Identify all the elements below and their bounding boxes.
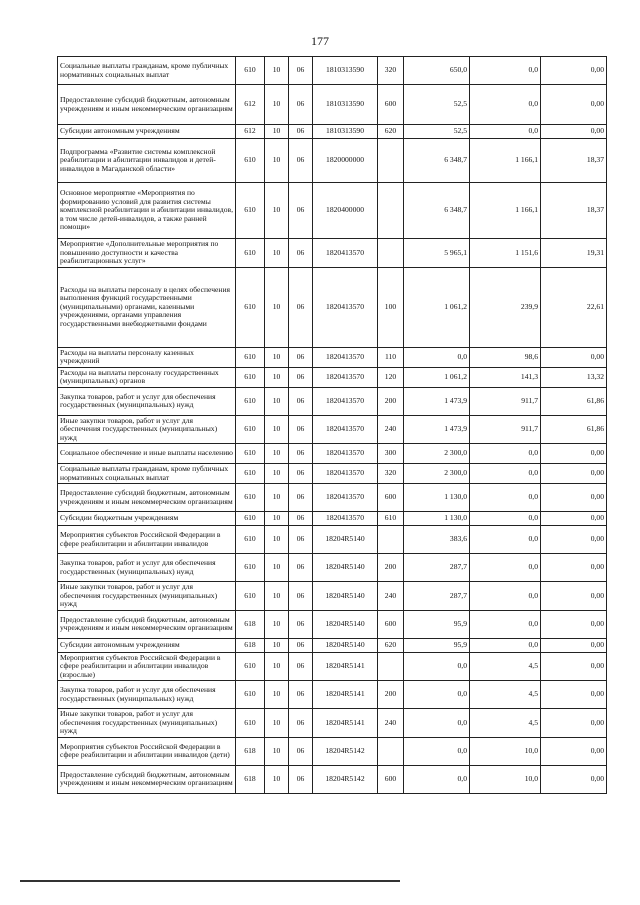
cell-rz: 10 <box>265 709 289 738</box>
cell-vr <box>378 737 404 765</box>
cell-ved: 610 <box>236 183 265 239</box>
cell-name: Подпрограмма «Развитие системы комплексной реабилитации и абилитации инвалидов и детей-инвалидов в Магаданской области» <box>58 139 236 183</box>
cell-percent: 0,00 <box>541 582 607 611</box>
cell-ved: 610 <box>236 681 265 709</box>
cell-planned: 52,5 <box>404 125 470 139</box>
cell-csr: 1820413570 <box>313 444 378 464</box>
cell-ved: 618 <box>236 765 265 793</box>
cell-percent: 61,86 <box>541 415 607 444</box>
cell-planned: 0,0 <box>404 652 470 681</box>
cell-pr: 06 <box>289 57 313 85</box>
cell-executed: 0,0 <box>470 554 541 582</box>
cell-rz: 10 <box>265 415 289 444</box>
table-row <box>58 464 607 484</box>
cell-executed: 0,0 <box>470 464 541 484</box>
cell-ved: 610 <box>236 554 265 582</box>
cell-ved: 612 <box>236 85 265 125</box>
cell-ved: 618 <box>236 638 265 652</box>
cell-name: Предоставление субсидий бюджетным, автономным учреждениям и иным некоммерческим организациям <box>58 484 236 512</box>
cell-percent: 0,00 <box>541 737 607 765</box>
cell-planned: 1 061,2 <box>404 367 470 387</box>
cell-pr: 06 <box>289 347 313 367</box>
cell-executed: 911,7 <box>470 387 541 415</box>
cell-pr: 06 <box>289 387 313 415</box>
cell-pr: 06 <box>289 367 313 387</box>
cell-vr: 600 <box>378 484 404 512</box>
cell-rz: 10 <box>265 512 289 526</box>
cell-executed: 10,0 <box>470 737 541 765</box>
cell-rz: 10 <box>265 347 289 367</box>
cell-pr: 06 <box>289 415 313 444</box>
table-row <box>58 125 607 139</box>
cell-name: Иные закупки товаров, работ и услуг для обеспечения государственных (муниципальных) нужд <box>58 709 236 738</box>
table-row <box>58 709 607 738</box>
cell-pr: 06 <box>289 464 313 484</box>
cell-executed: 0,0 <box>470 57 541 85</box>
table-row <box>58 444 607 464</box>
cell-pr: 06 <box>289 526 313 554</box>
cell-csr: 1820413570 <box>313 239 378 268</box>
cell-planned: 1 061,2 <box>404 267 470 347</box>
cell-rz: 10 <box>265 554 289 582</box>
cell-vr: 240 <box>378 709 404 738</box>
cell-executed: 4,5 <box>470 681 541 709</box>
cell-name: Социальные выплаты гражданам, кроме публичных нормативных социальных выплат <box>58 464 236 484</box>
cell-executed: 0,0 <box>470 582 541 611</box>
cell-vr: 120 <box>378 367 404 387</box>
cell-pr: 06 <box>289 737 313 765</box>
cell-ved: 610 <box>236 367 265 387</box>
cell-ved: 610 <box>236 484 265 512</box>
table-row <box>58 681 607 709</box>
cell-executed: 4,5 <box>470 709 541 738</box>
cell-percent: 19,31 <box>541 239 607 268</box>
cell-name: Предоставление субсидий бюджетным, автономным учреждениям и иным некоммерческим организациям <box>58 765 236 793</box>
cell-planned: 2 300,0 <box>404 464 470 484</box>
cell-name: Расходы на выплаты персоналу государственных (муниципальных) органов <box>58 367 236 387</box>
cell-csr: 18204R5140 <box>313 638 378 652</box>
cell-ved: 610 <box>236 652 265 681</box>
cell-executed: 1 151,6 <box>470 239 541 268</box>
cell-name: Иные закупки товаров, работ и услуг для обеспечения государственных (муниципальных) нужд <box>58 582 236 611</box>
cell-percent: 0,00 <box>541 709 607 738</box>
cell-rz: 10 <box>265 765 289 793</box>
table-row <box>58 652 607 681</box>
cell-vr: 610 <box>378 512 404 526</box>
cell-csr: 18204R5141 <box>313 709 378 738</box>
cell-planned: 5 965,1 <box>404 239 470 268</box>
cell-executed: 0,0 <box>470 125 541 139</box>
cell-percent: 0,00 <box>541 347 607 367</box>
cell-percent: 0,00 <box>541 652 607 681</box>
table-row <box>58 512 607 526</box>
cell-name: Закупка товаров, работ и услуг для обеспечения государственных (муниципальных) нужд <box>58 554 236 582</box>
cell-rz: 10 <box>265 484 289 512</box>
cell-percent: 18,37 <box>541 139 607 183</box>
cell-percent: 18,37 <box>541 183 607 239</box>
cell-planned: 287,7 <box>404 554 470 582</box>
cell-vr: 600 <box>378 765 404 793</box>
cell-ved: 610 <box>236 267 265 347</box>
table-row <box>58 526 607 554</box>
cell-pr: 06 <box>289 681 313 709</box>
cell-planned: 1 473,9 <box>404 415 470 444</box>
cell-csr: 1810313590 <box>313 125 378 139</box>
cell-rz: 10 <box>265 85 289 125</box>
cell-vr: 620 <box>378 638 404 652</box>
cell-executed: 1 166,1 <box>470 139 541 183</box>
cell-ved: 618 <box>236 737 265 765</box>
cell-rz: 10 <box>265 57 289 85</box>
cell-vr: 620 <box>378 125 404 139</box>
cell-csr: 18204R5142 <box>313 737 378 765</box>
cell-ved: 618 <box>236 610 265 638</box>
cell-name: Закупка товаров, работ и услуг для обеспечения государственных (муниципальных) нужд <box>58 681 236 709</box>
cell-ved: 610 <box>236 139 265 183</box>
cell-executed: 239,9 <box>470 267 541 347</box>
cell-ved: 610 <box>236 347 265 367</box>
cell-percent: 0,00 <box>541 512 607 526</box>
cell-executed: 0,0 <box>470 85 541 125</box>
cell-pr: 06 <box>289 765 313 793</box>
budget-table <box>57 56 607 794</box>
cell-csr: 1820413570 <box>313 267 378 347</box>
table-row <box>58 267 607 347</box>
cell-name: Мероприятия субъектов Российской Федерации в сфере реабилитации и абилитации инвалидов (взрослые) <box>58 652 236 681</box>
cell-planned: 0,0 <box>404 765 470 793</box>
cell-vr: 300 <box>378 444 404 464</box>
cell-planned: 0,0 <box>404 709 470 738</box>
table-body <box>58 57 607 794</box>
cell-percent: 0,00 <box>541 681 607 709</box>
cell-planned: 0,0 <box>404 737 470 765</box>
cell-csr: 18204R5141 <box>313 652 378 681</box>
table-row <box>58 484 607 512</box>
cell-rz: 10 <box>265 139 289 183</box>
cell-pr: 06 <box>289 652 313 681</box>
cell-name: Субсидии автономным учреждениям <box>58 638 236 652</box>
cell-planned: 52,5 <box>404 85 470 125</box>
cell-vr: 200 <box>378 387 404 415</box>
cell-pr: 06 <box>289 444 313 464</box>
cell-rz: 10 <box>265 610 289 638</box>
cell-csr: 1820413570 <box>313 484 378 512</box>
cell-executed: 1 166,1 <box>470 183 541 239</box>
cell-vr: 320 <box>378 57 404 85</box>
cell-ved: 610 <box>236 582 265 611</box>
cell-percent: 0,00 <box>541 125 607 139</box>
cell-percent: 0,00 <box>541 554 607 582</box>
cell-name: Мероприятия субъектов Российской Федерации в сфере реабилитации и абилитации инвалидов (дети) <box>58 737 236 765</box>
cell-pr: 06 <box>289 512 313 526</box>
cell-executed: 0,0 <box>470 610 541 638</box>
cell-rz: 10 <box>265 681 289 709</box>
cell-executed: 10,0 <box>470 765 541 793</box>
cell-pr: 06 <box>289 125 313 139</box>
table-row <box>58 582 607 611</box>
cell-rz: 10 <box>265 652 289 681</box>
cell-name: Социальное обеспечение и иные выплаты населению <box>58 444 236 464</box>
cell-executed: 0,0 <box>470 444 541 464</box>
cell-percent: 0,00 <box>541 464 607 484</box>
cell-planned: 1 130,0 <box>404 484 470 512</box>
cell-rz: 10 <box>265 267 289 347</box>
cell-percent: 13,32 <box>541 367 607 387</box>
cell-planned: 0,0 <box>404 347 470 367</box>
table-row <box>58 347 607 367</box>
cell-name: Основное мероприятие «Мероприятия по формированию условий для развития системы комплексной реабилитации и абилитации инвалидов, в том числе детей-инвалидов, а также ранней помощи» <box>58 183 236 239</box>
cell-planned: 383,6 <box>404 526 470 554</box>
cell-name: Субсидии бюджетным учреждениям <box>58 512 236 526</box>
table-row <box>58 239 607 268</box>
cell-pr: 06 <box>289 85 313 125</box>
cell-vr <box>378 526 404 554</box>
cell-rz: 10 <box>265 582 289 611</box>
cell-vr <box>378 139 404 183</box>
cell-rz: 10 <box>265 526 289 554</box>
table-row <box>58 367 607 387</box>
cell-executed: 0,0 <box>470 526 541 554</box>
cell-csr: 18204R5140 <box>313 526 378 554</box>
cell-percent: 0,00 <box>541 765 607 793</box>
cell-ved: 610 <box>236 387 265 415</box>
cell-percent: 0,00 <box>541 57 607 85</box>
cell-rz: 10 <box>265 387 289 415</box>
cell-rz: 10 <box>265 737 289 765</box>
cell-ved: 610 <box>236 415 265 444</box>
cell-vr: 600 <box>378 610 404 638</box>
cell-pr: 06 <box>289 183 313 239</box>
cell-csr: 1820413570 <box>313 347 378 367</box>
cell-rz: 10 <box>265 638 289 652</box>
cell-csr: 18204R5140 <box>313 554 378 582</box>
table-row <box>58 737 607 765</box>
cell-name: Расходы на выплаты персоналу в целях обеспечения выполнения функций государственными (муниципальными) органами, казенными учреждениями, органами управления государственными внебюджетными фондами <box>58 267 236 347</box>
cell-percent: 0,00 <box>541 484 607 512</box>
cell-executed: 98,6 <box>470 347 541 367</box>
cell-csr: 18204R5142 <box>313 765 378 793</box>
cell-percent: 22,61 <box>541 267 607 347</box>
cell-csr: 1820413570 <box>313 512 378 526</box>
cell-executed: 0,0 <box>470 484 541 512</box>
cell-rz: 10 <box>265 183 289 239</box>
cell-pr: 06 <box>289 582 313 611</box>
cell-name: Мероприятие «Дополнительные мероприятия по повышению доступности и качества реабилитационных услуг» <box>58 239 236 268</box>
cell-vr: 600 <box>378 85 404 125</box>
cell-planned: 2 300,0 <box>404 444 470 464</box>
cell-csr: 18204R5141 <box>313 681 378 709</box>
cell-vr: 240 <box>378 582 404 611</box>
table-row <box>58 765 607 793</box>
cell-vr: 110 <box>378 347 404 367</box>
cell-vr <box>378 183 404 239</box>
cell-ved: 612 <box>236 125 265 139</box>
cell-planned: 6 348,7 <box>404 183 470 239</box>
cell-executed: 4,5 <box>470 652 541 681</box>
cell-ved: 610 <box>236 526 265 554</box>
cell-csr: 18204R5140 <box>313 582 378 611</box>
table-row <box>58 85 607 125</box>
cell-ved: 610 <box>236 239 265 268</box>
cell-pr: 06 <box>289 610 313 638</box>
cell-csr: 1810313590 <box>313 57 378 85</box>
table-row <box>58 387 607 415</box>
cell-csr: 18204R5140 <box>313 610 378 638</box>
cell-rz: 10 <box>265 464 289 484</box>
cell-name: Закупка товаров, работ и услуг для обеспечения государственных (муниципальных) нужд <box>58 387 236 415</box>
cell-csr: 1820000000 <box>313 139 378 183</box>
cell-percent: 0,00 <box>541 610 607 638</box>
cell-ved: 610 <box>236 512 265 526</box>
cell-name: Предоставление субсидий бюджетным, автономным учреждениям и иным некоммерческим организациям <box>58 85 236 125</box>
cell-pr: 06 <box>289 554 313 582</box>
cell-planned: 650,0 <box>404 57 470 85</box>
table-row <box>58 638 607 652</box>
cell-pr: 06 <box>289 267 313 347</box>
cell-rz: 10 <box>265 125 289 139</box>
table-row <box>58 139 607 183</box>
cell-planned: 1 130,0 <box>404 512 470 526</box>
cell-vr: 200 <box>378 554 404 582</box>
cell-pr: 06 <box>289 638 313 652</box>
cell-csr: 1820413570 <box>313 415 378 444</box>
cell-name: Предоставление субсидий бюджетным, автономным учреждениям и иным некоммерческим организациям <box>58 610 236 638</box>
cell-vr: 240 <box>378 415 404 444</box>
cell-rz: 10 <box>265 444 289 464</box>
cell-csr: 1820413570 <box>313 367 378 387</box>
cell-vr: 320 <box>378 464 404 484</box>
cell-percent: 0,00 <box>541 526 607 554</box>
cell-planned: 95,9 <box>404 610 470 638</box>
cell-name: Субсидии автономным учреждениям <box>58 125 236 139</box>
cell-ved: 610 <box>236 444 265 464</box>
cell-rz: 10 <box>265 367 289 387</box>
page-number: 177 <box>311 34 329 48</box>
cell-name: Социальные выплаты гражданам, кроме публичных нормативных социальных выплат <box>58 57 236 85</box>
cell-ved: 610 <box>236 464 265 484</box>
cell-planned: 95,9 <box>404 638 470 652</box>
table-row <box>58 610 607 638</box>
cell-name: Мероприятия субъектов Российской Федерации в сфере реабилитации и абилитации инвалидов <box>58 526 236 554</box>
cell-name: Иные закупки товаров, работ и услуг для обеспечения государственных (муниципальных) нужд <box>58 415 236 444</box>
cell-pr: 06 <box>289 709 313 738</box>
cell-vr <box>378 239 404 268</box>
cell-executed: 141,3 <box>470 367 541 387</box>
cell-pr: 06 <box>289 139 313 183</box>
cell-name: Расходы на выплаты персоналу казенных учреждений <box>58 347 236 367</box>
cell-vr: 200 <box>378 681 404 709</box>
footer-rule <box>20 880 400 882</box>
cell-csr: 1820413570 <box>313 464 378 484</box>
table-row <box>58 415 607 444</box>
cell-percent: 0,00 <box>541 638 607 652</box>
cell-executed: 0,0 <box>470 638 541 652</box>
cell-rz: 10 <box>265 239 289 268</box>
cell-planned: 0,0 <box>404 681 470 709</box>
cell-pr: 06 <box>289 239 313 268</box>
table-row <box>58 183 607 239</box>
table-row <box>58 554 607 582</box>
cell-percent: 0,00 <box>541 444 607 464</box>
table-row <box>58 57 607 85</box>
cell-vr <box>378 652 404 681</box>
cell-csr: 1820400000 <box>313 183 378 239</box>
cell-planned: 6 348,7 <box>404 139 470 183</box>
cell-percent: 61,86 <box>541 387 607 415</box>
cell-executed: 0,0 <box>470 512 541 526</box>
cell-csr: 1810313590 <box>313 85 378 125</box>
cell-ved: 610 <box>236 709 265 738</box>
cell-percent: 0,00 <box>541 85 607 125</box>
cell-planned: 287,7 <box>404 582 470 611</box>
cell-csr: 1820413570 <box>313 387 378 415</box>
cell-ved: 610 <box>236 57 265 85</box>
cell-executed: 911,7 <box>470 415 541 444</box>
cell-pr: 06 <box>289 484 313 512</box>
cell-planned: 1 473,9 <box>404 387 470 415</box>
cell-vr: 100 <box>378 267 404 347</box>
